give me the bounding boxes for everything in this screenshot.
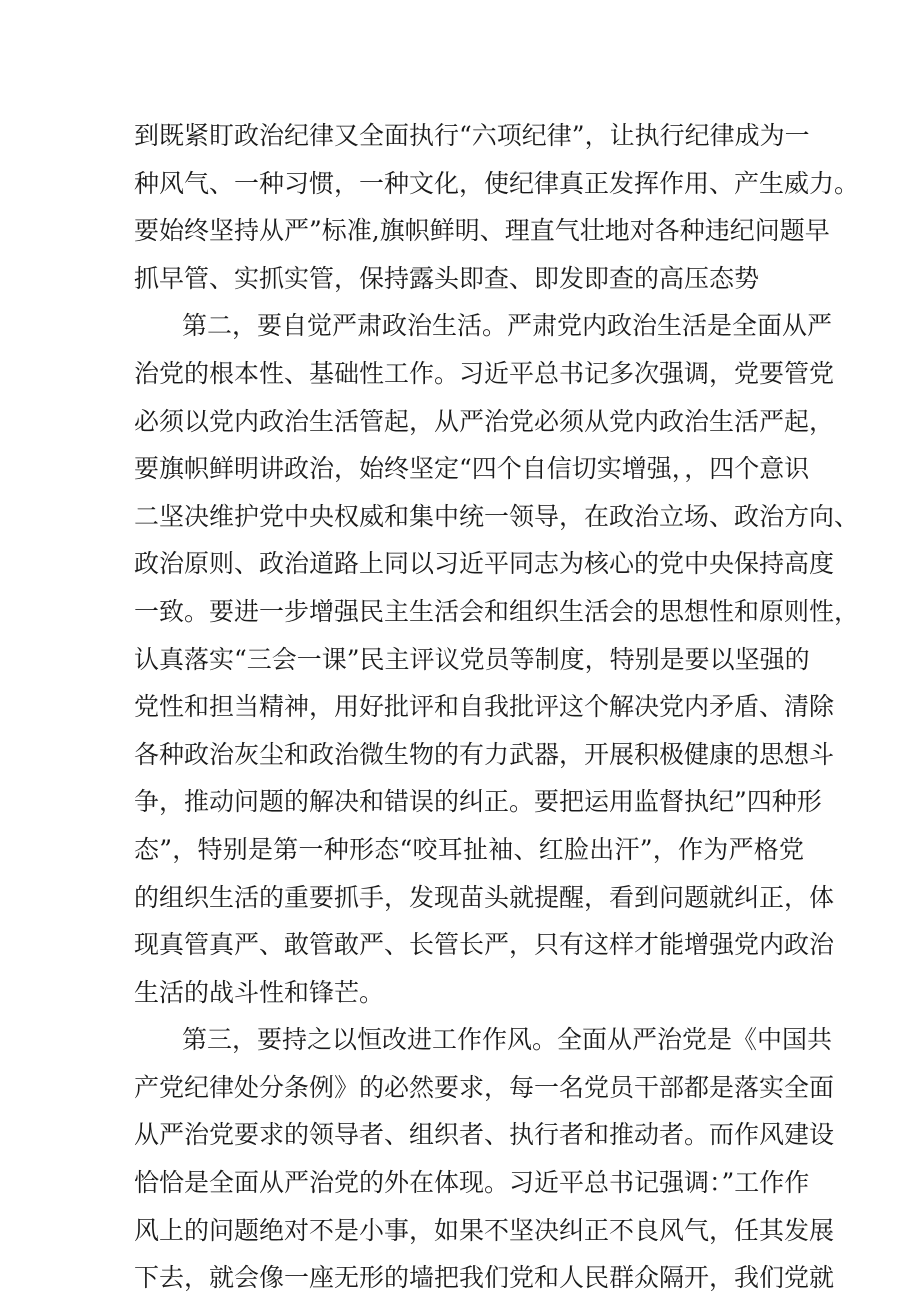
text-line: 恰恰是全面从严治党的外在体现。习近平总书记强调：”工作作 <box>134 1168 810 1198</box>
text-line: 二坚决维护党中央权威和集中统一领导，在政治立场、政治方向、 <box>134 501 860 531</box>
text-line: 态”，特别是第一种形态“咬耳扯袖、红脸出汗”，作为严格党 <box>134 834 804 864</box>
text-line: 下去，就会像一座无形的墙把我们党和人民群众隔开，我们党就 <box>134 1263 835 1293</box>
text-line: 各种政治灰尘和政治微生物的有力武器，开展积极健康的思想斗 <box>134 739 835 769</box>
text-line: 的组织生活的重要抓手，发现苗头就提醒，看到问题就纠正，体 <box>134 882 835 912</box>
text-line: 从严治党要求的领导者、组织者、执行者和推动者。而作风建设 <box>134 1120 835 1150</box>
text-line: 抓早管、实抓实管，保持露头即查、即发即查的高压态势 <box>134 263 760 293</box>
text-line: 要旗帜鲜明讲政治，始终坚定“四个自信切实增强，，四个意识 <box>134 454 810 484</box>
paragraph-start-line: 第三，要持之以恒改进工作作风。全面从严治党是《中国共 <box>182 1025 833 1055</box>
body-text <box>134 112 860 1302</box>
text-line: 种风气、一种习惯，一种文化，使纪律真正发挥作用、产生威力。 <box>134 168 860 198</box>
paragraph-start-line: 第二，要自觉严肃政治生活。严肃党内政治生活是全面从严 <box>182 311 833 341</box>
text-line: 争，推动问题的解决和错误的纠正。要把运用监督执纪”四种形 <box>134 787 822 817</box>
text-line: 治党的根本性、基础性工作。习近平总书记多次强调，党要管党 <box>134 358 835 388</box>
text-line: 风上的问题绝对不是小事，如果不坚决纠正不良风气，任其发展 <box>134 1215 835 1245</box>
text-line: 一致。要进一步增强民主生活会和组织生活会的思想性和原则性， <box>134 596 860 626</box>
text-line: 到既紧盯政治纪律又全面执行“六项纪律”，让执行纪律成为一 <box>134 121 810 150</box>
text-line: 生活的战斗性和锋芒。 <box>134 977 385 1007</box>
text-line: 要始终坚持从严”标准,旗帜鲜明、理直气壮地对各种违纪问题早 <box>134 216 830 246</box>
text-line: 认真落实“三会一课”民主评议党员等制度，特别是要以坚强的 <box>134 644 810 674</box>
text-line: 政治原则、政治道路上同以习近平同志为核心的党中央保持高度 <box>134 549 835 579</box>
text-line: 产党纪律处分条例》的必然要求，每一名党员干部都是落实全面 <box>134 1072 835 1102</box>
text-line: 现真管真严、敢管敢严、长管长严，只有这样才能增强党内政治 <box>134 930 835 960</box>
text-line: 党性和担当精神，用好批评和自我批评这个解决党内矛盾、清除 <box>134 692 835 722</box>
text-line: 必须以党内政治生活管起，从严治党必须从党内政治生活严起， <box>134 406 835 436</box>
